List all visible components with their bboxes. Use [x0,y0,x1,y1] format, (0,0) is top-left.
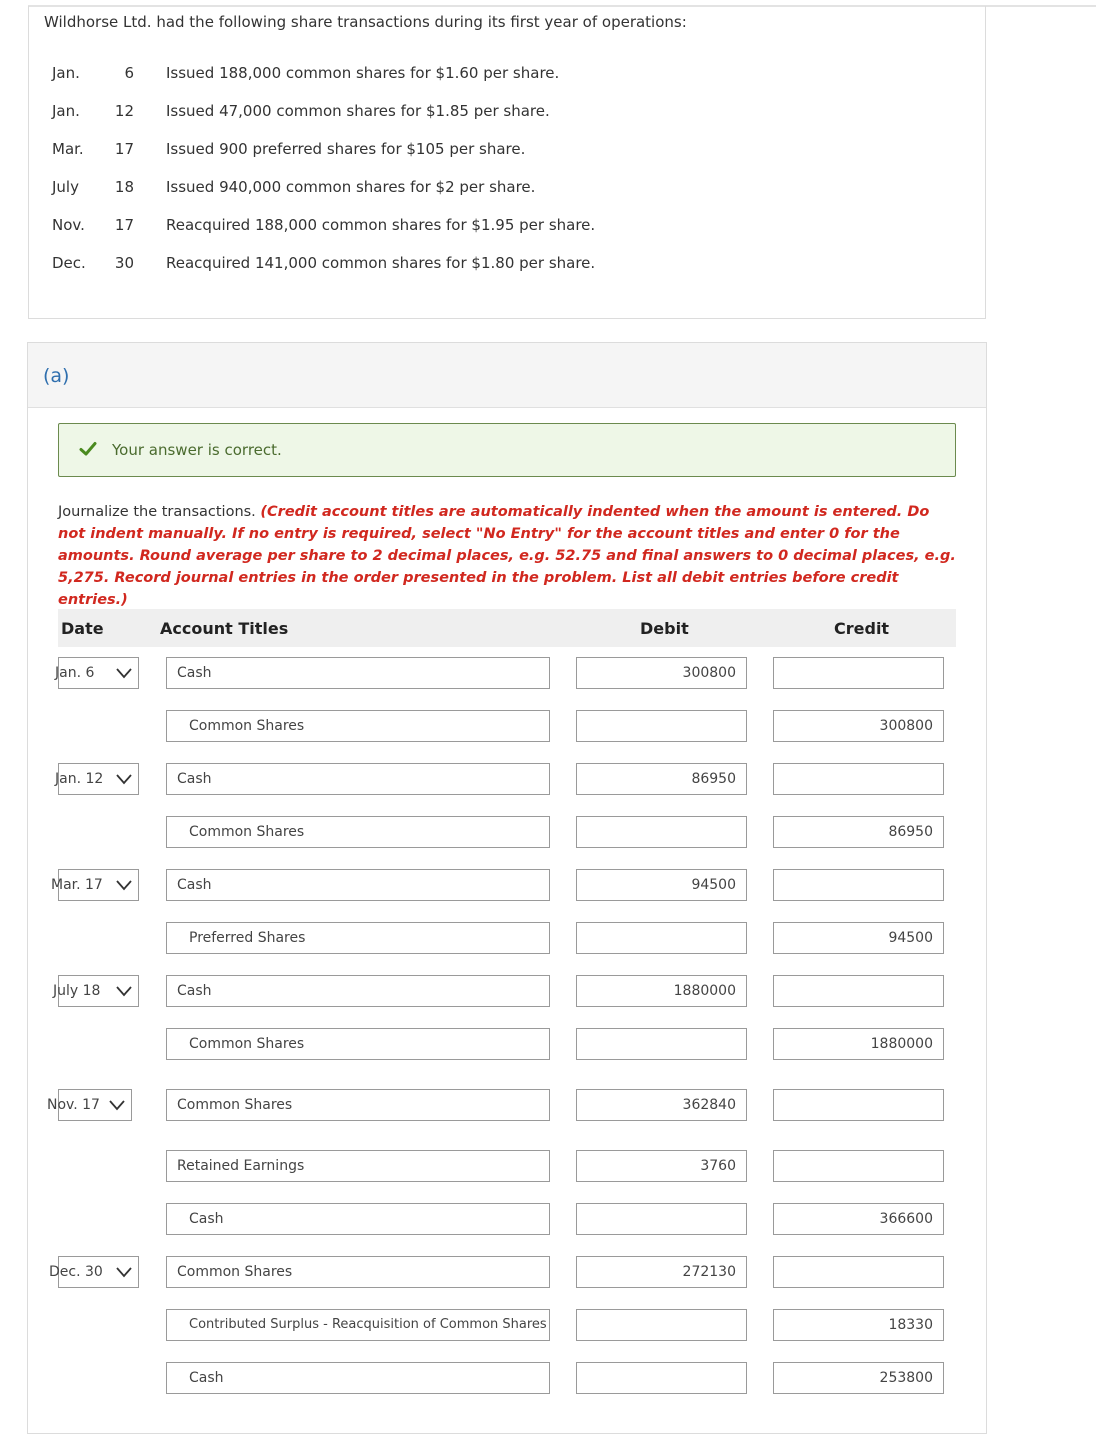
transaction-day: 17 [114,216,134,234]
transaction-day: 18 [114,178,134,196]
transaction-day: 17 [114,140,134,158]
date-select[interactable] [47,1089,132,1121]
credit-amount-input[interactable]: 18330 [773,1309,944,1341]
account-title-input[interactable]: Common Shares [166,1089,550,1121]
part-a-panel [27,342,987,1434]
transaction-month: Mar. [52,140,84,158]
account-title-input[interactable]: Common Shares [166,1256,550,1288]
instructions [58,501,958,611]
credit-amount-input[interactable] [773,869,944,901]
date-value: Dec. 30 [49,1264,103,1280]
transaction-month: Dec. [52,254,86,272]
transaction-day: 6 [124,64,134,82]
credit-amount-input[interactable] [773,1089,944,1121]
check-icon [79,440,97,458]
debit-amount-input[interactable]: 94500 [576,869,747,901]
debit-amount-input[interactable] [576,1362,747,1394]
chevron-down-icon [109,1099,125,1111]
debit-amount-input[interactable]: 272130 [576,1256,747,1288]
correct-message: Your answer is correct. [112,441,282,459]
transaction-month: Nov. [52,216,85,234]
transaction-description: Issued 47,000 common shares for $1.85 per share. [166,102,550,120]
problem-statement [28,6,986,319]
credit-column-header: Credit [834,619,890,638]
account-title-input[interactable]: Preferred Shares [166,922,550,954]
transaction-description: Reacquired 141,000 common shares for $1.80 per share. [166,254,596,272]
credit-amount-input[interactable]: 86950 [773,816,944,848]
credit-amount-input[interactable] [773,1256,944,1288]
debit-amount-input[interactable] [576,1309,747,1341]
date-select[interactable] [53,975,139,1007]
credit-amount-input[interactable]: 300800 [773,710,944,742]
chevron-down-icon [116,1266,132,1278]
debit-amount-input[interactable]: 362840 [576,1089,747,1121]
account-column-header: Account Titles [160,619,289,638]
credit-amount-input[interactable] [773,763,944,795]
date-select[interactable] [51,869,139,901]
instruction-note: (Credit account titles are automatically indented when the amount is entered. Do not indent manually. If no entry is required, select "No Entry" for the account titles and enter 0 for the amounts. Round average per share to 2 decimal places, e.g. 52.75 and final answers to 0 decimal places, e.g. 5,275. Record journal entries in the order presented in the problem. List all debit entries before credit entries.) [58,504,956,608]
chevron-down-icon [116,773,132,785]
credit-amount-input[interactable]: 366600 [773,1203,944,1235]
date-value: July 18 [53,983,101,999]
date-value: Jan. 12 [55,771,104,787]
chevron-down-icon [116,985,132,997]
transaction-month: Jan. [52,64,80,82]
date-value: Jan. 6 [55,665,95,681]
account-title-input[interactable]: Cash [166,975,550,1007]
table-header [58,609,956,647]
credit-amount-input[interactable] [773,975,944,1007]
debit-amount-input[interactable] [576,1203,747,1235]
debit-amount-input[interactable] [576,922,747,954]
chevron-down-icon [116,667,132,679]
account-title-input[interactable]: Cash [166,869,550,901]
credit-amount-input[interactable] [773,657,944,689]
date-select[interactable] [55,657,139,689]
transaction-description: Reacquired 188,000 common shares for $1.95 per share. [166,216,596,234]
account-title-input[interactable]: Contributed Surplus - Reacquisition of Common Shares [166,1309,550,1341]
date-value: Mar. 17 [51,877,103,893]
credit-amount-input[interactable] [773,1150,944,1182]
instruction-text: Journalize the transactions. [58,504,256,520]
transaction-description: Issued 188,000 common shares for $1.60 per share. [166,64,560,82]
debit-amount-input[interactable] [576,1028,747,1060]
date-column-header: Date [61,619,104,638]
chevron-down-icon [116,879,132,891]
debit-amount-input[interactable] [576,710,747,742]
part-label: (a) [43,365,70,387]
transaction-month: Jan. [52,102,80,120]
date-select[interactable] [55,763,139,795]
date-value: Nov. 17 [47,1097,100,1113]
credit-amount-input[interactable]: 253800 [773,1362,944,1394]
part-header [28,343,986,408]
date-select[interactable] [49,1256,139,1288]
transaction-description: Issued 900 preferred shares for $105 per share. [166,140,526,158]
debit-column-header: Debit [640,619,689,638]
account-title-input[interactable]: Common Shares [166,816,550,848]
debit-amount-input[interactable]: 300800 [576,657,747,689]
correct-banner [58,423,956,477]
account-title-input[interactable]: Cash [166,1362,550,1394]
debit-amount-input[interactable] [576,816,747,848]
debit-amount-input[interactable]: 86950 [576,763,747,795]
account-title-input[interactable]: Cash [166,1203,550,1235]
account-title-input[interactable]: Common Shares [166,1028,550,1060]
transaction-description: Issued 940,000 common shares for $2 per share. [166,178,536,196]
debit-amount-input[interactable]: 3760 [576,1150,747,1182]
account-title-input[interactable]: Retained Earnings [166,1150,550,1182]
problem-intro: Wildhorse Ltd. had the following share transactions during its first year of operations: [44,13,687,31]
account-title-input[interactable]: Cash [166,763,550,795]
credit-amount-input[interactable]: 1880000 [773,1028,944,1060]
account-title-input[interactable]: Common Shares [166,710,550,742]
transaction-month: July [52,178,79,196]
account-title-input[interactable]: Cash [166,657,550,689]
debit-amount-input[interactable]: 1880000 [576,975,747,1007]
transaction-day: 30 [114,254,134,272]
transaction-day: 12 [114,102,134,120]
credit-amount-input[interactable]: 94500 [773,922,944,954]
